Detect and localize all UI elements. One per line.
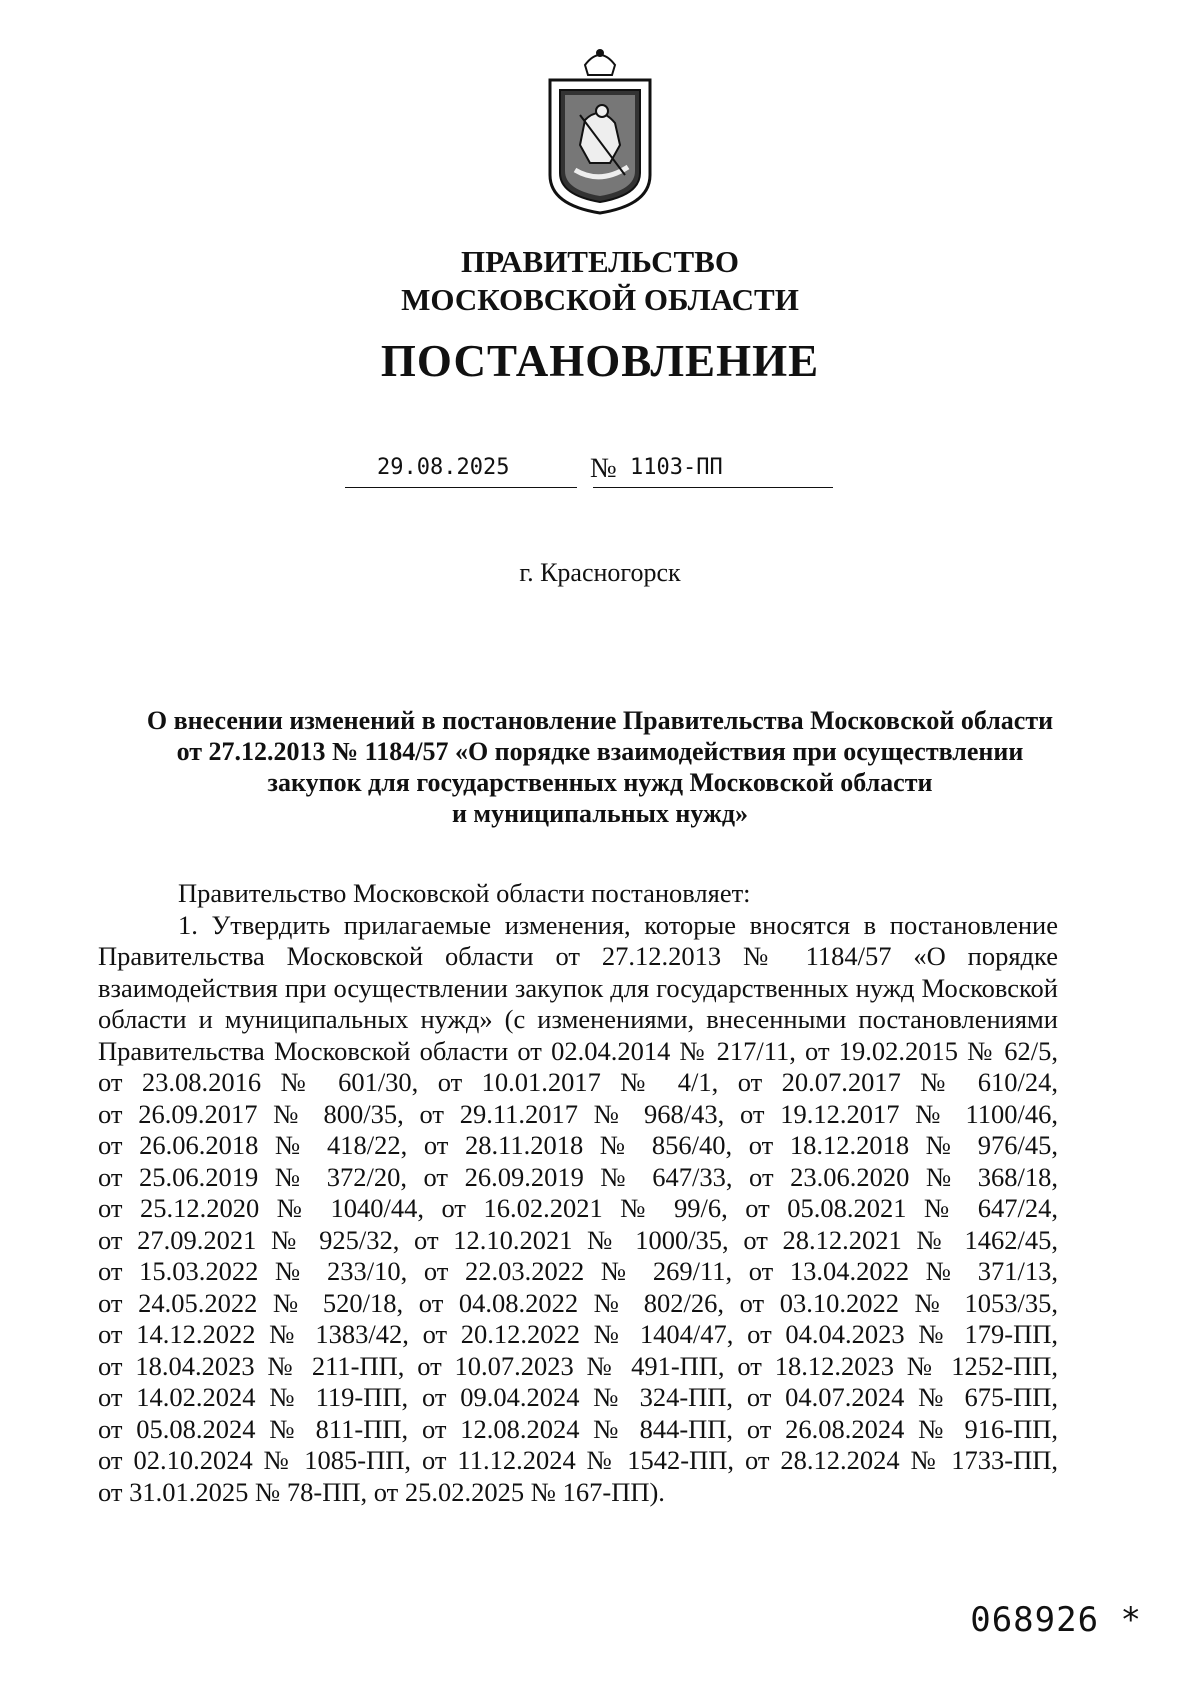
org-name-line1: ПРАВИТЕЛЬСТВО — [461, 244, 739, 279]
body-line: от 25.12.2020 № 1040/44, от 16.02.2021 № 99/6, от 05.08.2021 № 647/24, — [98, 1193, 1058, 1223]
document-type-title: ПОСТАНОВЛЕНИЕ — [380, 336, 820, 386]
org-name-line2: МОСКОВСКОЙ ОБЛАСТИ — [401, 282, 799, 317]
body-line: от 27.09.2021 № 925/32, от 12.10.2021 № 1000/35, от 28.12.2021 № 1462/45, — [98, 1224, 1058, 1255]
document-number-row — [345, 455, 905, 495]
body-line: от 25.06.2019 № 372/20, от 26.09.2019 № 647/33, от 23.06.2020 № 368/18, — [98, 1161, 1058, 1192]
body-line: от 02.10.2024 № 1085-ПП, от 11.12.2024 № 1542-ПП, от 28.12.2024 № 1733-ПП, — [98, 1445, 1058, 1475]
document-body — [98, 878, 1058, 1508]
subject-line: О внесении изменений в постановление Правительства Московской области — [146, 706, 1054, 735]
body-line: Правительства Московской области от 27.12.2013 № 1184/57 «О порядке — [98, 941, 1058, 971]
body-line: области и муниципальных нужд» (с изменениями, внесенными постановлениями — [98, 1004, 1058, 1034]
body-line: от 23.08.2016 № 601/30, от 10.01.2017 № 4/1, от 20.07.2017 № 610/24, — [98, 1067, 1058, 1097]
body-line: взаимодействия при осуществлении закупок для государственных нужд Московской — [98, 972, 1058, 1003]
body-line: от 15.03.2022 № 233/10, от 22.03.2022 № 269/11, от 13.04.2022 № 371/13, — [98, 1256, 1058, 1286]
subject-line: и муниципальных нужд» — [451, 799, 749, 828]
coat-of-arms-emblem — [540, 45, 660, 215]
body-line: от 18.04.2023 № 211-ПП, от 10.07.2023 № 491-ПП, от 18.12.2023 № 1252-ПП, — [98, 1350, 1058, 1381]
serial-number: 068926 * — [970, 1600, 1142, 1640]
preamble: Правительство Московской области постановляет: — [178, 878, 751, 908]
body-line: 1. Утвердить прилагаемые изменения, которые вносятся в постановление — [178, 909, 1058, 940]
body-line: от 24.05.2022 № 520/18, от 04.08.2022 № 802/26, от 03.10.2022 № 1053/35, — [98, 1287, 1058, 1318]
document-date: 29.08.2025 — [377, 455, 510, 480]
body-line: от 14.02.2024 № 119-ПП, от 09.04.2024 № 324-ПП, от 04.07.2024 № 675-ПП, — [98, 1382, 1058, 1412]
body-line: от 05.08.2024 № 811-ПП, от 12.08.2024 № 844-ПП, от 26.08.2024 № 916-ПП, — [98, 1413, 1058, 1444]
body-line: от 31.01.2025 № 78-ПП, от 25.02.2025 № 167-ПП). — [98, 1476, 665, 1507]
subject-line: закупок для государственных нужд Московской области — [267, 768, 933, 797]
number-sign: № — [590, 453, 617, 484]
body-line: от 26.09.2017 № 800/35, от 29.11.2017 № 968/43, от 19.12.2017 № 1100/46, — [98, 1098, 1058, 1129]
subject-line: от 27.12.2013 № 1184/57 «О порядке взаимодействия при осуществлении — [176, 737, 1024, 766]
body-line: Правительства Московской области от 02.04.2014 № 217/11, от 19.02.2015 № 62/5, — [98, 1035, 1058, 1066]
body-line: от 14.12.2022 № 1383/42, от 20.12.2022 № 1404/47, от 04.04.2023 № 179-ПП, — [98, 1319, 1058, 1349]
document-number: 1103-ПП — [630, 455, 723, 480]
body-line: от 26.06.2018 № 418/22, от 28.11.2018 № 856/40, от 18.12.2018 № 976/45, — [98, 1130, 1058, 1160]
document-subject — [0, 705, 1200, 829]
city: г. Красногорск — [519, 558, 681, 587]
